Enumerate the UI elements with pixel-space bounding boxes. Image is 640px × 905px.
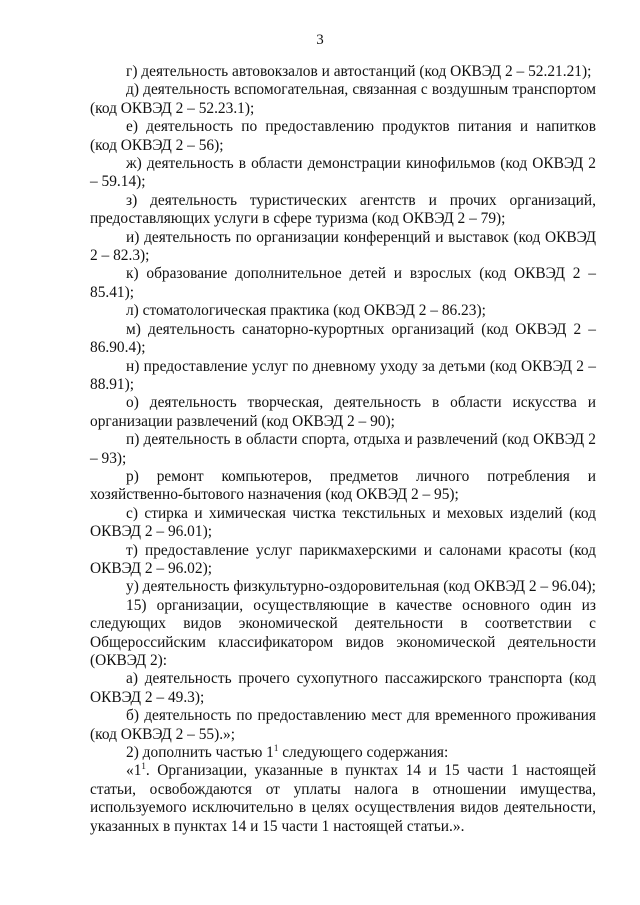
new-part-text: . Организации, указанные в пунктах 14 и 15 части 1 настоящей статьи, освобождаются от уплаты налога в отношении имущества, используемого исключительно в целях осуществления видов деятельности, указанных в пунктах 14 и 15 части 1 настоящей статьи.». [90, 762, 596, 835]
item-a: а) деятельность прочего сухопутного пассажирского транспорта (код ОКВЭД 2 – 49.3); [90, 670, 596, 706]
item-zh: ж) деятельность в области демонстрации кинофильмов (код ОКВЭД 2 – 59.14); [90, 155, 596, 191]
item-n: н) предоставление услуг по дневному уходу за детьми (код ОКВЭД 2 – 88.91); [90, 357, 596, 393]
superscript: 1 [141, 761, 146, 772]
item-b: б) деятельность по предоставлению мест для временного проживания (код ОКВЭД 2 – 55).»; [90, 707, 596, 743]
document-body [90, 63, 596, 836]
amendment-text-end: следующего содержания: [278, 744, 449, 762]
item-r: р) ремонт компьютеров, предметов личного потребления и хозяйственно-бытового назначения (код ОКВЭД 2 – 95); [90, 467, 596, 504]
new-part-1-1 [90, 762, 596, 836]
page-number: 3 [316, 32, 324, 48]
item-e: е) деятельность по предоставлению продуктов питания и напитков (код ОКВЭД 2 – 56); [90, 118, 596, 154]
item-g: г) деятельность автовокзалов и автостанций (код ОКВЭД 2 – 52.21.21); [126, 63, 592, 80]
superscript: 1 [273, 742, 279, 753]
item-d: д) деятельность вспомогательная, связанная с воздушным транспортом (код ОКВЭД 2 – 52.23.1); [90, 81, 596, 117]
item-s: с) стирка и химическая чистка текстильных и меховых изделий (код ОКВЭД 2 – 96.01); [90, 504, 596, 541]
item-t: т) предоставление услуг парикмахерскими и салонами красоты (код ОКВЭД 2 – 96.02); [90, 541, 596, 577]
item-p: п) деятельность в области спорта, отдыха и развлечений (код ОКВЭД 2 – 93); [90, 431, 596, 467]
amendment-point-2 [90, 744, 596, 762]
amendment-text-start: 2) дополнить частью 1 [126, 744, 274, 762]
item-u: у) деятельность физкультурно-оздоровительная (код ОКВЭД 2 – 96.04); [126, 578, 596, 596]
item-l: л) стоматологическая практика (код ОКВЭД 2 – 86.23); [126, 302, 486, 320]
item-z: з) деятельность туристических агентств и прочих организаций, предоставляющих услуги в сфере туризма (код ОКВЭД 2 – 79); [90, 191, 596, 228]
item-o: о) деятельность творческая, деятельность в области искусства и организации развлечений (код ОКВЭД 2 – 90); [90, 394, 596, 430]
new-part-number: «1 [126, 762, 142, 780]
item-m: м) деятельность санаторно-курортных организаций (код ОКВЭД 2 – 86.90.4); [90, 320, 596, 357]
item-k: к) образование дополнительное детей и взрослых (код ОКВЭД 2 – 85.41); [90, 265, 596, 301]
item-i: и) деятельность по организации конференций и выставок (код ОКВЭД 2 – 82.3); [90, 228, 596, 265]
point-15: 15) организации, осуществляющие в качестве основного один из следующих видов экономической деятельности в соответствии с Общероссийским классификатором видов экономической деятельности (ОКВЭД 2): [90, 596, 596, 669]
